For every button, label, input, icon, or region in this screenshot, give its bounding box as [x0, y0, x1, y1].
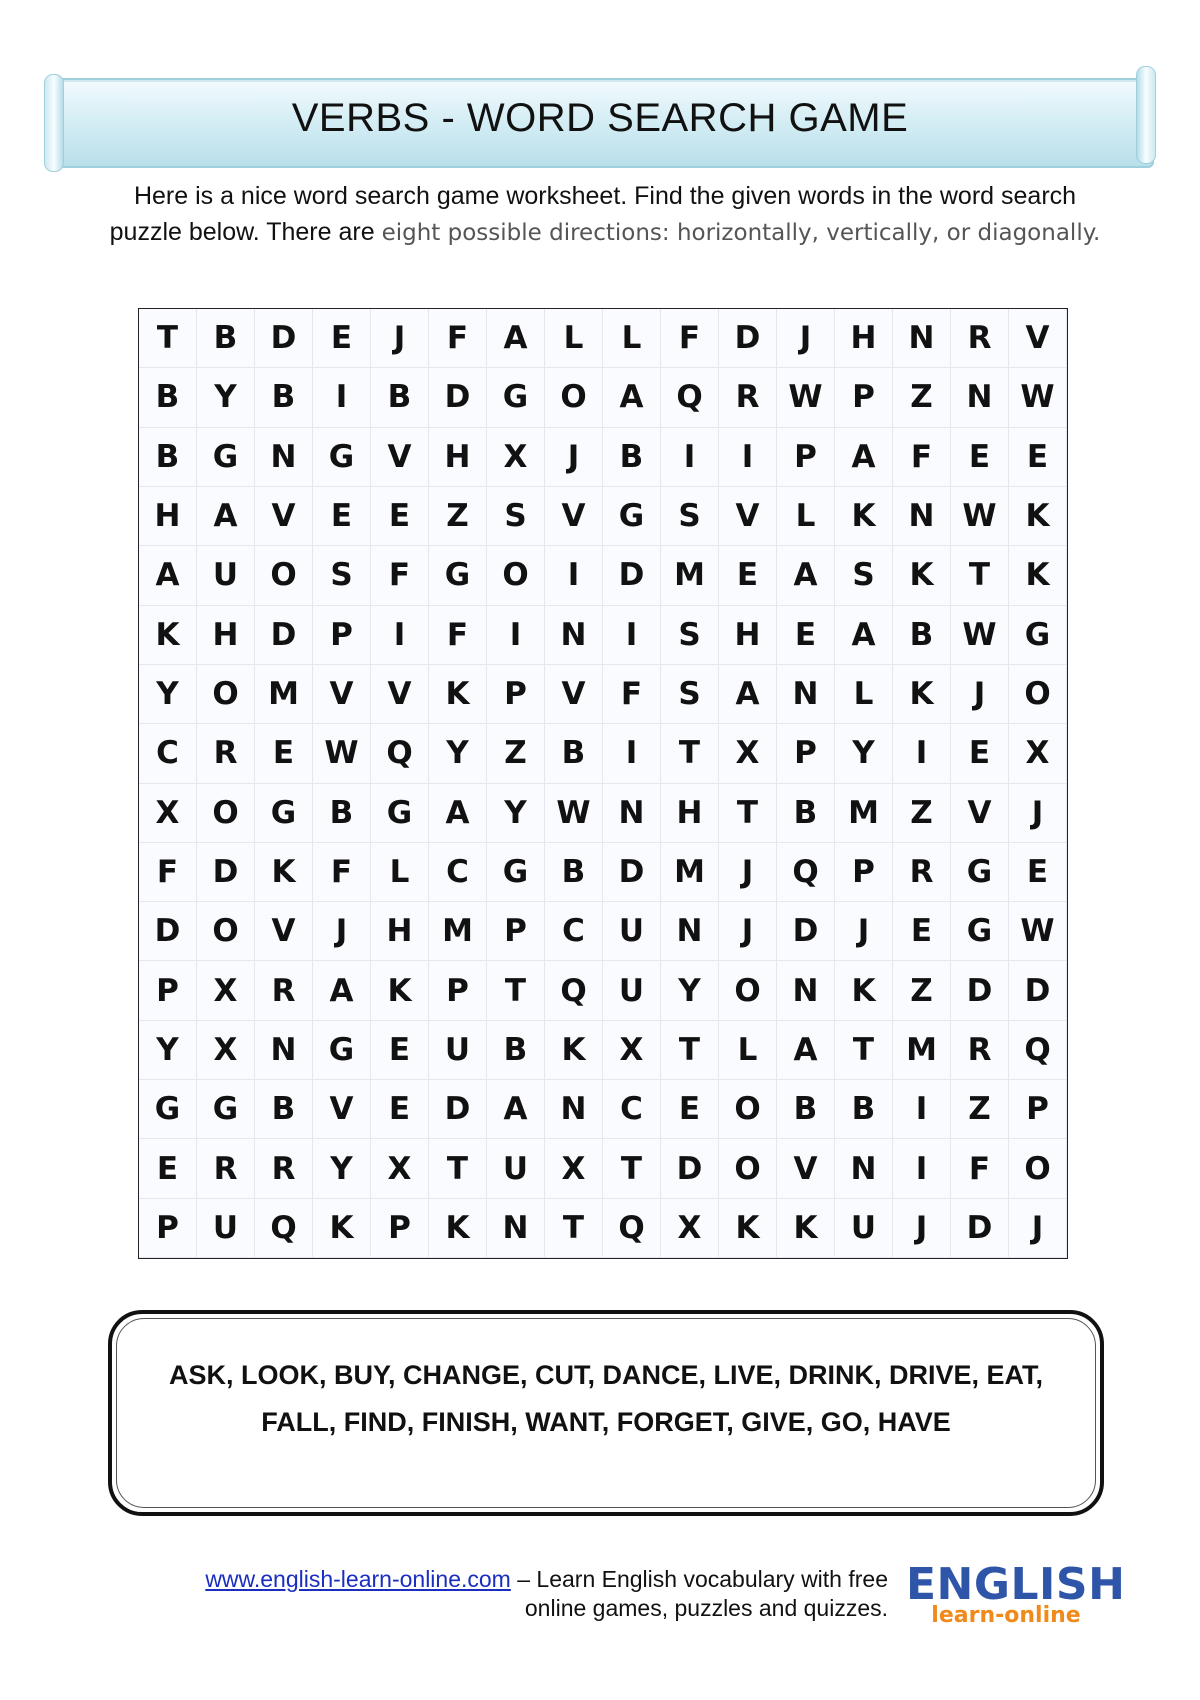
grid-cell: B [487, 1021, 545, 1080]
grid-cell: N [777, 665, 835, 724]
grid-cell: B [139, 428, 197, 487]
intro-line-2-start: puzzle below. There are [109, 218, 375, 246]
grid-cell: K [429, 665, 487, 724]
grid-cell: Q [777, 843, 835, 902]
grid-cell: F [661, 309, 719, 368]
grid-cell: A [719, 665, 777, 724]
grid-cell: T [139, 309, 197, 368]
grid-cell: H [197, 606, 255, 665]
grid-cell: L [777, 487, 835, 546]
grid-cell: H [429, 428, 487, 487]
grid-cell: Y [313, 1139, 371, 1198]
grid-cell: Y [429, 724, 487, 783]
grid-cell: S [661, 606, 719, 665]
grid-cell: Y [661, 961, 719, 1020]
grid-cell: J [1009, 1199, 1067, 1258]
grid-cell: G [487, 368, 545, 427]
grid-cell: N [545, 606, 603, 665]
grid-cell: M [255, 665, 313, 724]
grid-cell: X [661, 1199, 719, 1258]
grid-cell: B [255, 368, 313, 427]
grid-cell: A [313, 961, 371, 1020]
grid-cell: C [429, 843, 487, 902]
grid-cell: A [487, 1080, 545, 1139]
grid-cell: J [951, 665, 1009, 724]
grid-cell: R [197, 724, 255, 783]
grid-cell: A [777, 546, 835, 605]
grid-cell: P [139, 1199, 197, 1258]
grid-cell: E [371, 487, 429, 546]
grid-cell: Z [893, 368, 951, 427]
grid-cell: W [777, 368, 835, 427]
grid-cell: U [835, 1199, 893, 1258]
grid-cell: Y [835, 724, 893, 783]
grid-cell: J [545, 428, 603, 487]
grid-cell: O [255, 546, 313, 605]
word-list [132, 1352, 1080, 1446]
grid-cell: G [1009, 606, 1067, 665]
grid-cell: H [139, 487, 197, 546]
grid-cell: H [661, 784, 719, 843]
grid-cell: K [777, 1199, 835, 1258]
intro-text [55, 178, 1155, 251]
grid-cell: K [719, 1199, 777, 1258]
grid-cell: B [313, 784, 371, 843]
grid-cell: J [1009, 784, 1067, 843]
grid-cell: R [255, 961, 313, 1020]
grid-cell: A [777, 1021, 835, 1080]
grid-cell: O [545, 368, 603, 427]
grid-cell: G [313, 1021, 371, 1080]
grid-cell: I [603, 606, 661, 665]
grid-cell: Y [487, 784, 545, 843]
grid-cell: V [371, 428, 429, 487]
grid-cell: F [951, 1139, 1009, 1198]
grid-cell: U [429, 1021, 487, 1080]
grid-cell: V [371, 665, 429, 724]
grid-cell: T [835, 1021, 893, 1080]
grid-cell: A [197, 487, 255, 546]
grid-cell: K [429, 1199, 487, 1258]
grid-cell: K [1009, 487, 1067, 546]
grid-cell: H [719, 606, 777, 665]
grid-cell: N [545, 1080, 603, 1139]
grid-cell: B [139, 368, 197, 427]
grid-cell: G [197, 1080, 255, 1139]
grid-cell: W [545, 784, 603, 843]
grid-cell: I [371, 606, 429, 665]
grid-cell: X [371, 1139, 429, 1198]
grid-cell: P [835, 368, 893, 427]
logo-learn-online: learn-online [931, 1603, 1081, 1628]
page-title: VERBS - WORD SEARCH GAME [291, 96, 909, 140]
grid-cell: O [197, 902, 255, 961]
grid-cell: G [197, 428, 255, 487]
grid-cell: G [139, 1080, 197, 1139]
grid-cell: D [603, 843, 661, 902]
grid-cell: N [255, 1021, 313, 1080]
grid-cell: K [255, 843, 313, 902]
grid-cell: T [661, 1021, 719, 1080]
grid-cell: B [603, 428, 661, 487]
grid-cell: J [719, 902, 777, 961]
grid-cell: E [893, 902, 951, 961]
grid-cell: G [951, 843, 1009, 902]
grid-cell: M [429, 902, 487, 961]
grid-cell: F [603, 665, 661, 724]
grid-cell: R [951, 1021, 1009, 1080]
grid-cell: D [603, 546, 661, 605]
footer-tagline-1: – Learn English vocabulary with free [510, 1566, 888, 1592]
grid-cell: J [313, 902, 371, 961]
grid-cell: V [777, 1139, 835, 1198]
grid-cell: K [371, 961, 429, 1020]
grid-cell: Q [661, 368, 719, 427]
footer [108, 1565, 888, 1623]
grid-cell: X [545, 1139, 603, 1198]
footer-tagline-2: online games, puzzles and quizzes. [524, 1595, 888, 1621]
grid-cell: S [313, 546, 371, 605]
grid-cell: G [951, 902, 1009, 961]
grid-cell: O [719, 1139, 777, 1198]
grid-cell: M [661, 843, 719, 902]
grid-cell: B [255, 1080, 313, 1139]
grid-cell: Z [429, 487, 487, 546]
grid-cell: T [487, 961, 545, 1020]
grid-cell: L [719, 1021, 777, 1080]
grid-cell: T [951, 546, 1009, 605]
site-link[interactable]: www.english-learn-online.com [205, 1566, 511, 1592]
grid-cell: I [603, 724, 661, 783]
grid-cell: I [487, 606, 545, 665]
grid-cell: N [487, 1199, 545, 1258]
grid-cell: U [197, 1199, 255, 1258]
grid-cell: F [139, 843, 197, 902]
grid-cell: D [777, 902, 835, 961]
grid-cell: D [719, 309, 777, 368]
grid-cell: W [1009, 902, 1067, 961]
grid-cell: K [545, 1021, 603, 1080]
grid-cell: W [951, 487, 1009, 546]
grid-cell: E [313, 487, 371, 546]
grid-cell: P [487, 665, 545, 724]
grid-cell: S [661, 665, 719, 724]
grid-cell: C [603, 1080, 661, 1139]
grid-cell: F [893, 428, 951, 487]
grid-cell: K [1009, 546, 1067, 605]
grid-cell: G [429, 546, 487, 605]
grid-cell: P [139, 961, 197, 1020]
grid-cell: K [139, 606, 197, 665]
grid-cell: Y [139, 1021, 197, 1080]
grid-cell: L [371, 843, 429, 902]
grid-cell: N [951, 368, 1009, 427]
grid-cell: O [719, 961, 777, 1020]
grid-cell: Z [487, 724, 545, 783]
grid-cell: B [835, 1080, 893, 1139]
grid-cell: A [429, 784, 487, 843]
grid-cell: O [1009, 1139, 1067, 1198]
english-learn-online-logo [906, 1559, 1126, 1628]
footer-line-1 [108, 1565, 888, 1594]
grid-cell: N [893, 487, 951, 546]
grid-cell: V [545, 665, 603, 724]
grid-cell: F [313, 843, 371, 902]
grid-cell: I [719, 428, 777, 487]
grid-cell: K [835, 961, 893, 1020]
grid-cell: A [835, 606, 893, 665]
grid-cell: Z [951, 1080, 1009, 1139]
grid-cell: E [951, 428, 1009, 487]
grid-cell: E [777, 606, 835, 665]
intro-line-2 [55, 214, 1155, 251]
grid-cell: X [197, 961, 255, 1020]
grid-cell: I [893, 1080, 951, 1139]
grid-cell: V [1009, 309, 1067, 368]
grid-cell: D [255, 606, 313, 665]
grid-cell: I [893, 724, 951, 783]
grid-cell: X [719, 724, 777, 783]
grid-cell: M [893, 1021, 951, 1080]
grid-cell: E [1009, 843, 1067, 902]
grid-cell: O [197, 665, 255, 724]
grid-cell: E [371, 1021, 429, 1080]
grid-cell: U [197, 546, 255, 605]
grid-cell: E [661, 1080, 719, 1139]
grid-cell: V [255, 902, 313, 961]
grid-cell: N [835, 1139, 893, 1198]
grid-cell: I [313, 368, 371, 427]
grid-cell: Y [197, 368, 255, 427]
grid-cell: D [951, 961, 1009, 1020]
grid-cell: B [371, 368, 429, 427]
grid-cell: R [893, 843, 951, 902]
word-list-line-2: FALL, FIND, FINISH, WANT, FORGET, GIVE, GO, HAVE [261, 1407, 951, 1437]
grid-cell: P [371, 1199, 429, 1258]
grid-cell: D [429, 368, 487, 427]
grid-cell: E [371, 1080, 429, 1139]
word-list-line-1: ASK, LOOK, BUY, CHANGE, CUT, DANCE, LIVE, DRINK, DRIVE, EAT, [168, 1360, 1044, 1390]
grid-cell: L [603, 309, 661, 368]
grid-cell: K [893, 546, 951, 605]
grid-cell: F [429, 309, 487, 368]
grid-cell: Z [893, 961, 951, 1020]
grid-cell: Q [545, 961, 603, 1020]
grid-cell: J [835, 902, 893, 961]
grid-cell: W [313, 724, 371, 783]
grid-cell: I [545, 546, 603, 605]
grid-cell: V [951, 784, 1009, 843]
grid-cell: T [429, 1139, 487, 1198]
grid-cell: D [139, 902, 197, 961]
grid-cell: C [545, 902, 603, 961]
grid-cell: B [777, 784, 835, 843]
grid-cell: O [487, 546, 545, 605]
grid-cell: J [893, 1199, 951, 1258]
grid-cell: A [603, 368, 661, 427]
grid-cell: O [1009, 665, 1067, 724]
grid-cell: R [951, 309, 1009, 368]
intro-line-2-end: eight possible directions: horizontally, vertically, or diagonally. [381, 220, 1101, 246]
grid-cell: V [719, 487, 777, 546]
grid-cell: O [197, 784, 255, 843]
grid-cell: E [313, 309, 371, 368]
grid-cell: D [197, 843, 255, 902]
grid-cell: X [139, 784, 197, 843]
grid-cell: S [661, 487, 719, 546]
grid-cell: Y [139, 665, 197, 724]
title-banner [50, 78, 1150, 164]
grid-cell: O [719, 1080, 777, 1139]
grid-cell: K [835, 487, 893, 546]
grid-cell: Z [893, 784, 951, 843]
grid-cell: X [487, 428, 545, 487]
grid-cell: D [661, 1139, 719, 1198]
grid-cell: N [603, 784, 661, 843]
grid-cell: P [1009, 1080, 1067, 1139]
grid-cell: C [139, 724, 197, 783]
grid-cell: X [1009, 724, 1067, 783]
grid-cell: N [255, 428, 313, 487]
grid-cell: V [313, 665, 371, 724]
word-list-box [108, 1310, 1104, 1516]
grid-cell: E [1009, 428, 1067, 487]
grid-cell: B [545, 843, 603, 902]
grid-cell: U [603, 961, 661, 1020]
grid-cell: Q [371, 724, 429, 783]
grid-cell: E [719, 546, 777, 605]
grid-cell: U [487, 1139, 545, 1198]
grid-cell: N [777, 961, 835, 1020]
grid-cell: A [487, 309, 545, 368]
logo-english: ENGLISH [906, 1559, 1126, 1610]
grid-cell: L [835, 665, 893, 724]
grid-cell: Q [255, 1199, 313, 1258]
grid-cell: X [603, 1021, 661, 1080]
grid-cell: V [255, 487, 313, 546]
grid-cell: R [255, 1139, 313, 1198]
grid-cell: T [545, 1199, 603, 1258]
grid-cell: D [429, 1080, 487, 1139]
grid-cell: G [255, 784, 313, 843]
grid-cell: P [777, 428, 835, 487]
grid-cell: E [951, 724, 1009, 783]
grid-cell: J [371, 309, 429, 368]
grid-cell: S [487, 487, 545, 546]
grid-cell: N [661, 902, 719, 961]
grid-cell: P [487, 902, 545, 961]
grid-cell: I [893, 1139, 951, 1198]
grid-cell: X [197, 1021, 255, 1080]
grid-cell: W [1009, 368, 1067, 427]
grid-cell: B [545, 724, 603, 783]
grid-cell: M [661, 546, 719, 605]
grid-cell: R [197, 1139, 255, 1198]
grid-cell: B [893, 606, 951, 665]
grid-cell: G [371, 784, 429, 843]
grid-cell: Q [603, 1199, 661, 1258]
grid-cell: F [371, 546, 429, 605]
grid-cell: G [487, 843, 545, 902]
grid-cell: R [719, 368, 777, 427]
word-search-grid [138, 308, 1068, 1259]
grid-cell: T [661, 724, 719, 783]
grid-cell: P [429, 961, 487, 1020]
grid-cell: G [313, 428, 371, 487]
grid-cell: M [835, 784, 893, 843]
intro-line-1: Here is a nice word search game worksheet. Find the given words in the word search [133, 182, 1077, 210]
grid-cell: H [371, 902, 429, 961]
grid-cell: D [1009, 961, 1067, 1020]
grid-cell: P [313, 606, 371, 665]
grid-cell: K [313, 1199, 371, 1258]
grid-cell: A [139, 546, 197, 605]
grid-cell: H [835, 309, 893, 368]
grid-cell: I [661, 428, 719, 487]
grid-cell: K [893, 665, 951, 724]
grid-cell: W [951, 606, 1009, 665]
grid-cell: V [313, 1080, 371, 1139]
grid-cell: J [719, 843, 777, 902]
grid-cell: E [255, 724, 313, 783]
grid-cell: P [835, 843, 893, 902]
grid-cell: S [835, 546, 893, 605]
grid-cell: B [777, 1080, 835, 1139]
grid-cell: Q [1009, 1021, 1067, 1080]
grid-cell: B [197, 309, 255, 368]
grid-cell: T [719, 784, 777, 843]
grid-cell: V [545, 487, 603, 546]
grid-cell: E [139, 1139, 197, 1198]
grid-cell: T [603, 1139, 661, 1198]
grid-cell: F [429, 606, 487, 665]
grid-cell: J [777, 309, 835, 368]
grid-cell: A [835, 428, 893, 487]
grid-cell: D [951, 1199, 1009, 1258]
grid-cell: P [777, 724, 835, 783]
grid-cell: N [893, 309, 951, 368]
grid-cell: L [545, 309, 603, 368]
grid-cell: G [603, 487, 661, 546]
grid-cell: D [255, 309, 313, 368]
grid-cell: U [603, 902, 661, 961]
